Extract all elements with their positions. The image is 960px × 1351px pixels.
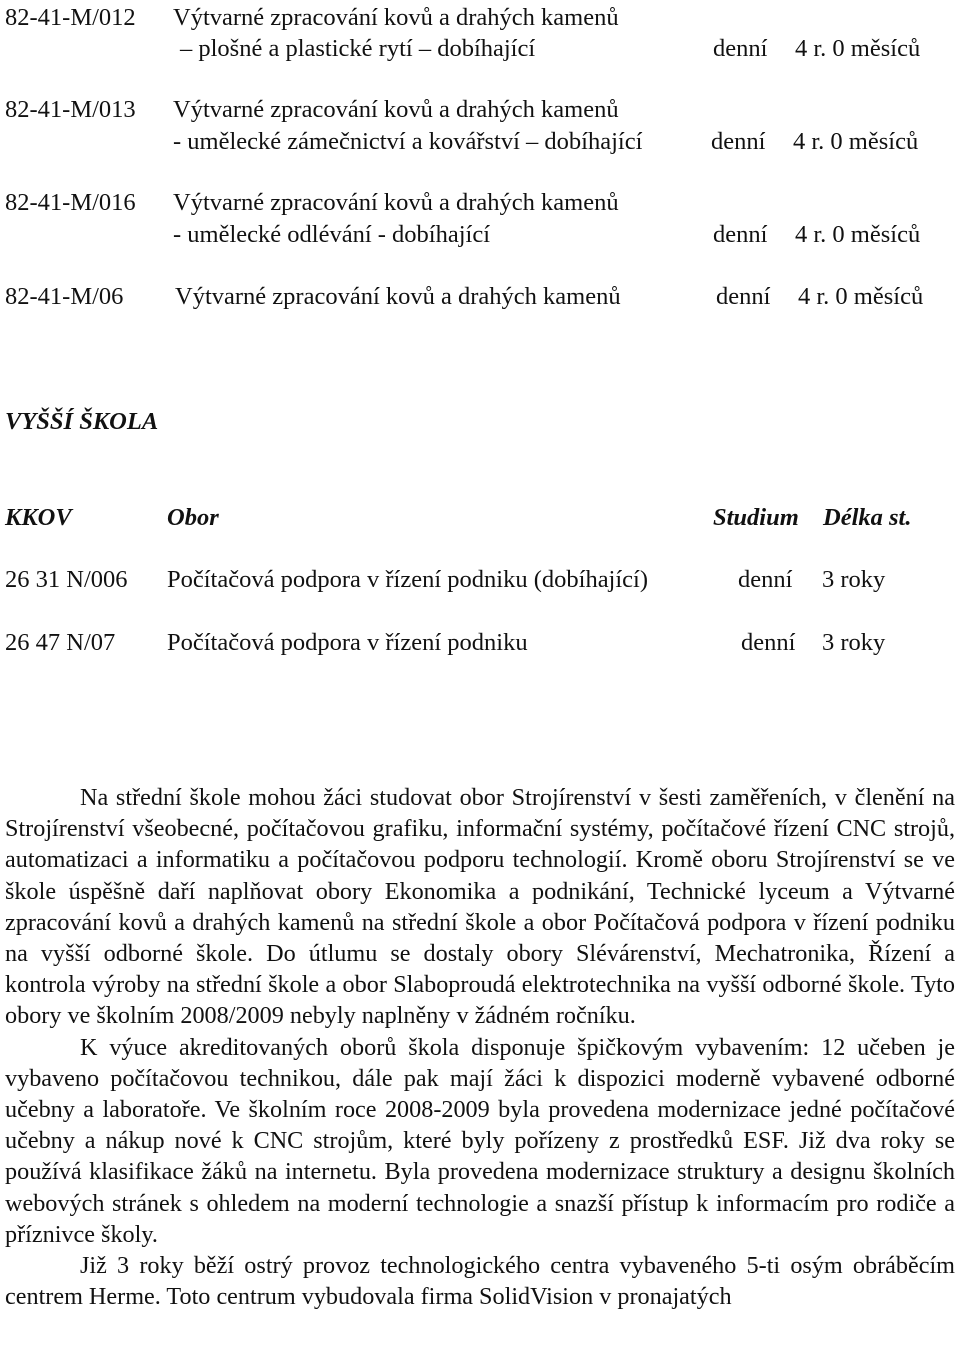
program-specialization: - umělecké zámečnictví a kovářství – dobíhající (173, 128, 643, 155)
header-length: Délka st. (823, 504, 912, 531)
section-heading: VYŠŠÍ ŠKOLA (5, 408, 159, 435)
program-code: 82-41-M/016 (5, 189, 136, 216)
program-length: 4 r. 0 měsíců (795, 35, 921, 62)
row-form: denní (741, 629, 796, 656)
header-study: Studium (713, 504, 799, 531)
header-code: KKOV (5, 504, 72, 531)
program-name: Výtvarné zpracování kovů a drahých kamenů (173, 189, 619, 216)
row-form: denní (738, 566, 793, 593)
program-length: 4 r. 0 měsíců (793, 128, 919, 155)
program-code: 82-41-M/012 (5, 4, 136, 31)
row-field: Počítačová podpora v řízení podniku (dobíhající) (167, 566, 649, 593)
body-text (5, 782, 955, 1312)
row-length: 3 roky (822, 629, 886, 656)
row-length: 3 roky (822, 566, 886, 593)
program-name: Výtvarné zpracování kovů a drahých kamenů (173, 4, 619, 31)
program-specialization: – plošné a plastické rytí – dobíhající (180, 35, 536, 62)
program-form: denní (713, 221, 768, 248)
program-name: Výtvarné zpracování kovů a drahých kamenů (173, 96, 619, 123)
program-name: Výtvarné zpracování kovů a drahých kamenů (175, 283, 621, 310)
program-form: denní (713, 35, 768, 62)
row-field: Počítačová podpora v řízení podniku (167, 629, 528, 656)
header-field: Obor (167, 504, 219, 531)
row-code: 26 31 N/006 (5, 566, 128, 593)
program-code: 82-41-M/06 (5, 283, 124, 310)
paragraph: K výuce akreditovaných oborů škola disponuje špičkovým vybavením: 12 učeben je vybaveno počítačovou technikou, dále pak mají žáci k dispozici moderně vybavené odborné učebny a laboratoře. Ve školním roce 2008-2009 byla provedena modernizace jedné počítačové učebny a nákup nové k CNC strojům, které byly pořízeny z prostředků ESF. Již dva roky se používá klasifikace žáků na internetu. Byla provedena modernizace struktury a designu školních webových stránek s ohledem na moderní technologie a snazší přístup k informacím pro rodiče a příznivce školy. (5, 1033, 955, 1248)
row-code: 26 47 N/07 (5, 629, 116, 656)
program-length: 4 r. 0 měsíců (798, 283, 924, 310)
program-form: denní (716, 283, 771, 310)
paragraph: Již 3 roky běží ostrý provoz technologického centra vybaveného 5-ti osým obráběcím centrem Herme. Toto centrum vybudovala firma SolidVision v pronajatých (5, 1252, 955, 1311)
program-specialization: - umělecké odlévání - dobíhající (173, 221, 491, 248)
program-length: 4 r. 0 měsíců (795, 221, 921, 248)
program-code: 82-41-M/013 (5, 96, 136, 123)
paragraph: Na střední škole mohou žáci studovat obor Strojírenství v šesti zaměřeních, v členění na Strojírenství všeobecné, počítačovou grafiku, informační systémy, počítačové řízení CNC strojů, automatizaci a informatiku a počítačovou podporu technologií. Kromě oboru Strojírenství se ve škole úspěšně daří naplňovat obory Ekonomika a podnikání, Technické lyceum a Výtvarné zpracování kovů a drahých kamenů na střední škole a obor Počítačová podpora v řízení podniku na vyšší odborné škole. Do útlumu se dostaly obory Slévárenství, Mechatronika, Řízení a kontrola výroby na střední škole a obor Slaboproudá elektrotechnika na vyšší odborné škole. Tyto obory ve školním 2008/2009 nebyly naplněny v žádném ročníku. (5, 784, 955, 1030)
program-form: denní (711, 128, 766, 155)
